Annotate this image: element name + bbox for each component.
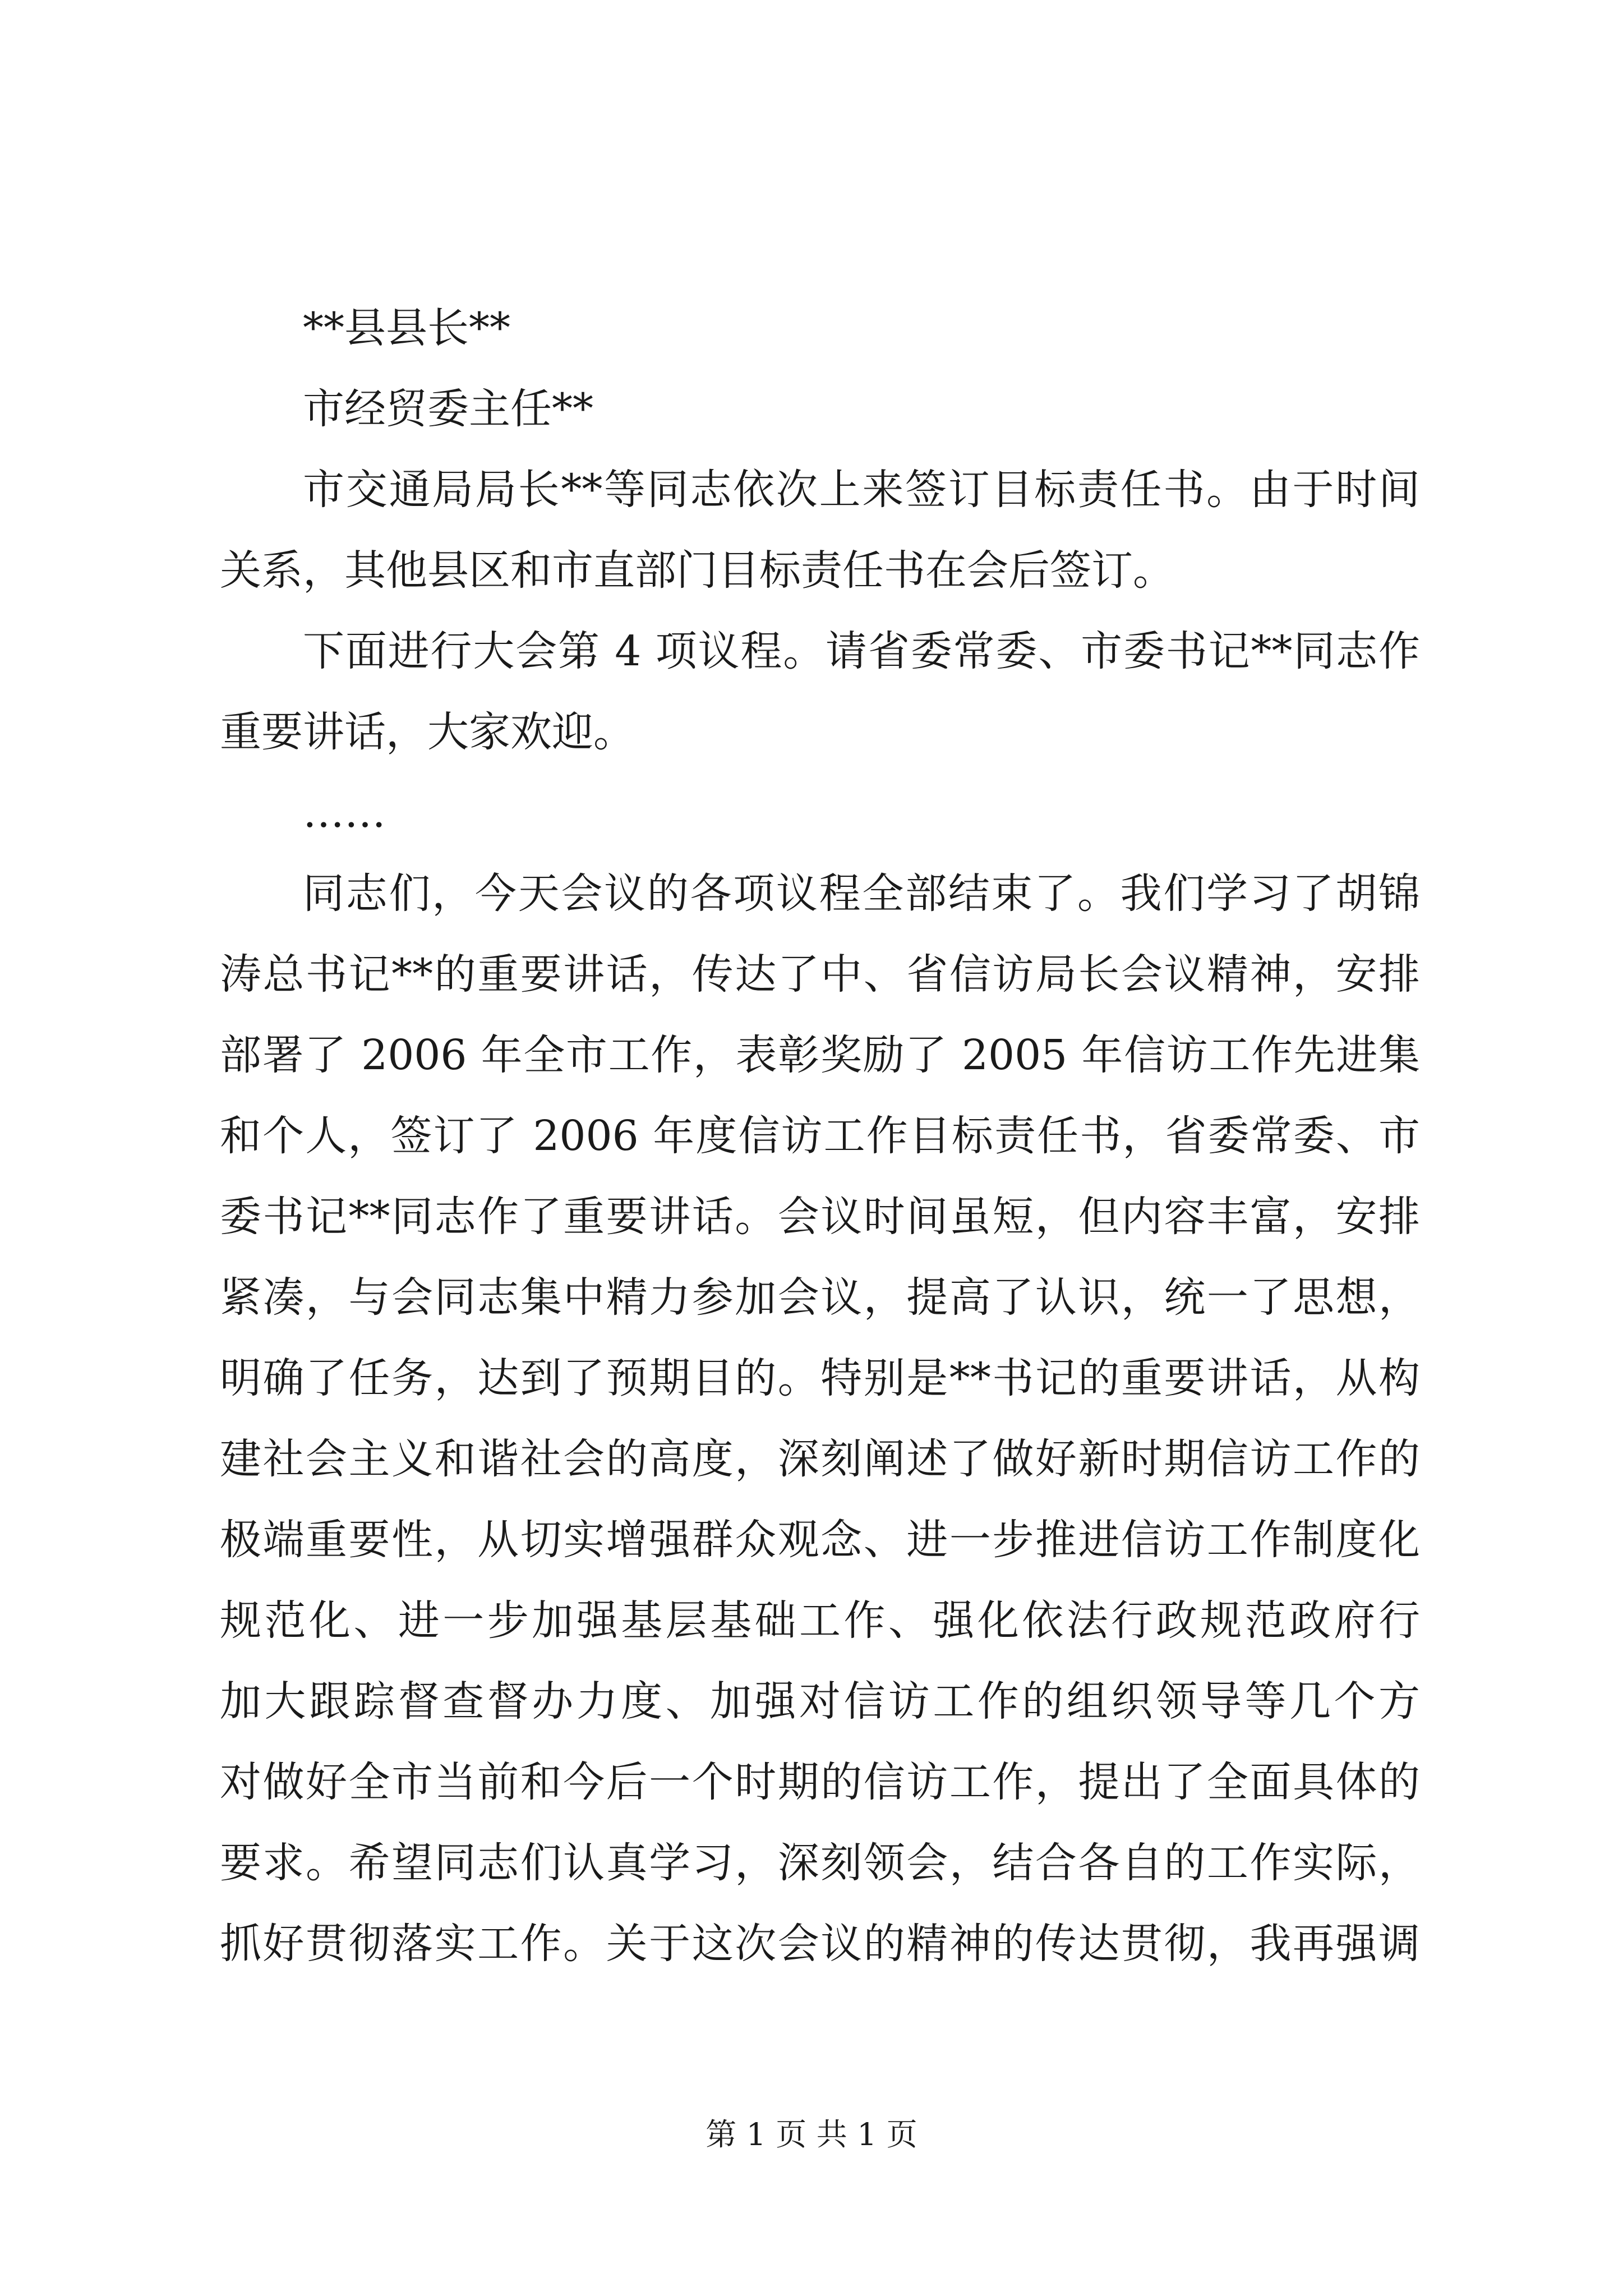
text-line: 市经贸委主任** (303, 385, 593, 433)
document-body (220, 303, 1420, 1999)
text-line: 同志们，今天会议的各项议程全部结束了。我们学习了胡锦 (303, 869, 1420, 918)
text-line: 部署了 2006 年全市工作，表彰奖励了 2005 年信访工作先进集 (220, 1031, 1420, 1079)
text-line: 加大跟踪督查督办力度、加强对信访工作的组织领导等几个方 (220, 1677, 1420, 1726)
text-line: 极端重要性，从切实增强群众观念、进一步推进信访工作制度化 (220, 1516, 1420, 1564)
text-line: **县县长** (303, 304, 510, 352)
text-line: 涛总书记**的重要讲话，传达了中、省信访局长会议精神，安排 (220, 950, 1420, 999)
text-line: 和个人，签订了 2006 年度信访工作目标责任书，省委常委、市 (220, 1112, 1420, 1160)
text-line: …… (303, 789, 386, 837)
text-line: 重要讲话，大家欢迎。 (220, 708, 635, 756)
text-line: 明确了任务，达到了预期目的。特别是**书记的重要讲话，从构 (220, 1354, 1420, 1402)
text-line: 抓好贯彻落实工作。关于这次会议的精神的传达贯彻，我再强调 (220, 1920, 1420, 1968)
text-line: 要求。希望同志们认真学习，深刻领会，结合各自的工作实际， (220, 1839, 1420, 1887)
text-line: 紧凑，与会同志集中精力参加会议，提高了认识，统一了思想， (220, 1273, 1420, 1322)
text-line: 建社会主义和谐社会的高度，深刻阐述了做好新时期信访工作的 (220, 1435, 1420, 1483)
text-line: 下面进行大会第 4 项议程。请省委常委、市委书记**同志作 (303, 627, 1420, 675)
text-line: 对做好全市当前和今后一个时期的信访工作，提出了全面具体的 (220, 1758, 1420, 1806)
text-line: 规范化、进一步加强基层基础工作、强化依法行政规范政府行 (220, 1596, 1420, 1645)
text-line: 委书记**同志作了重要讲话。会议时间虽短，但内容丰富，安排 (220, 1193, 1420, 1241)
page-footer: 第 1 页 共 1 页 (706, 2116, 917, 2152)
text-line: 关系，其他县区和市直部门目标责任书在会后签订。 (220, 546, 1174, 595)
text-line: 市交通局局长**等同志依次上来签订目标责任书。由于时间 (303, 466, 1420, 514)
